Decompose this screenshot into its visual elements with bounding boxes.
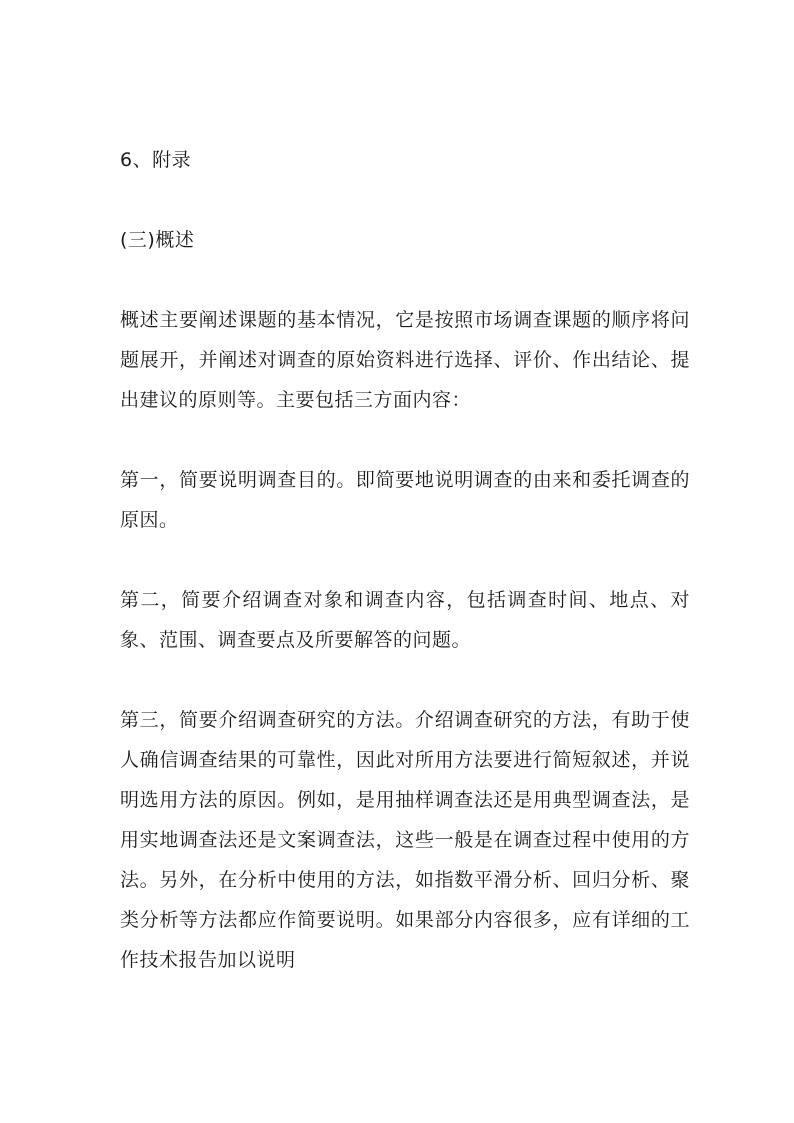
overview-intro-paragraph: 概述主要阐述课题的基本情况，它是按照市场调查课题的顺序将问题展开，并阐述对调查的原始资料进行选择、评价、作出结论、提出建议的原则等。主要包括三方面内容： [120, 309, 690, 411]
overview-heading: (三)概述 [120, 229, 195, 251]
document-body [120, 140, 690, 980]
point-two-paragraph: 第二，简要介绍调查对象和调查内容，包括调查时间、地点、对象、范围、调查要点及所要解答的问题。 [120, 589, 690, 651]
point-one-paragraph: 第一，简要说明调查目的。即简要地说明调查的由来和委托调查的原因。 [120, 469, 690, 531]
point-three-paragraph: 第三，简要介绍调查研究的方法。介绍调查研究的方法，有助于使人确信调查结果的可靠性，因此对所用方法要进行简短叙述，并说明选用方法的原因。例如，是用抽样调查法还是用典型调查法，是用实地调查法还是文案调查法，这些一般是在调查过程中使用的方法。另外，在分析中使用的方法，如指数平滑分析、回归分析、聚类分析等方法都应作简要说明。如果部分内容很多，应有详细的工作技术报告加以说明 [120, 709, 690, 971]
appendix-heading: 6、附录 [120, 149, 192, 171]
